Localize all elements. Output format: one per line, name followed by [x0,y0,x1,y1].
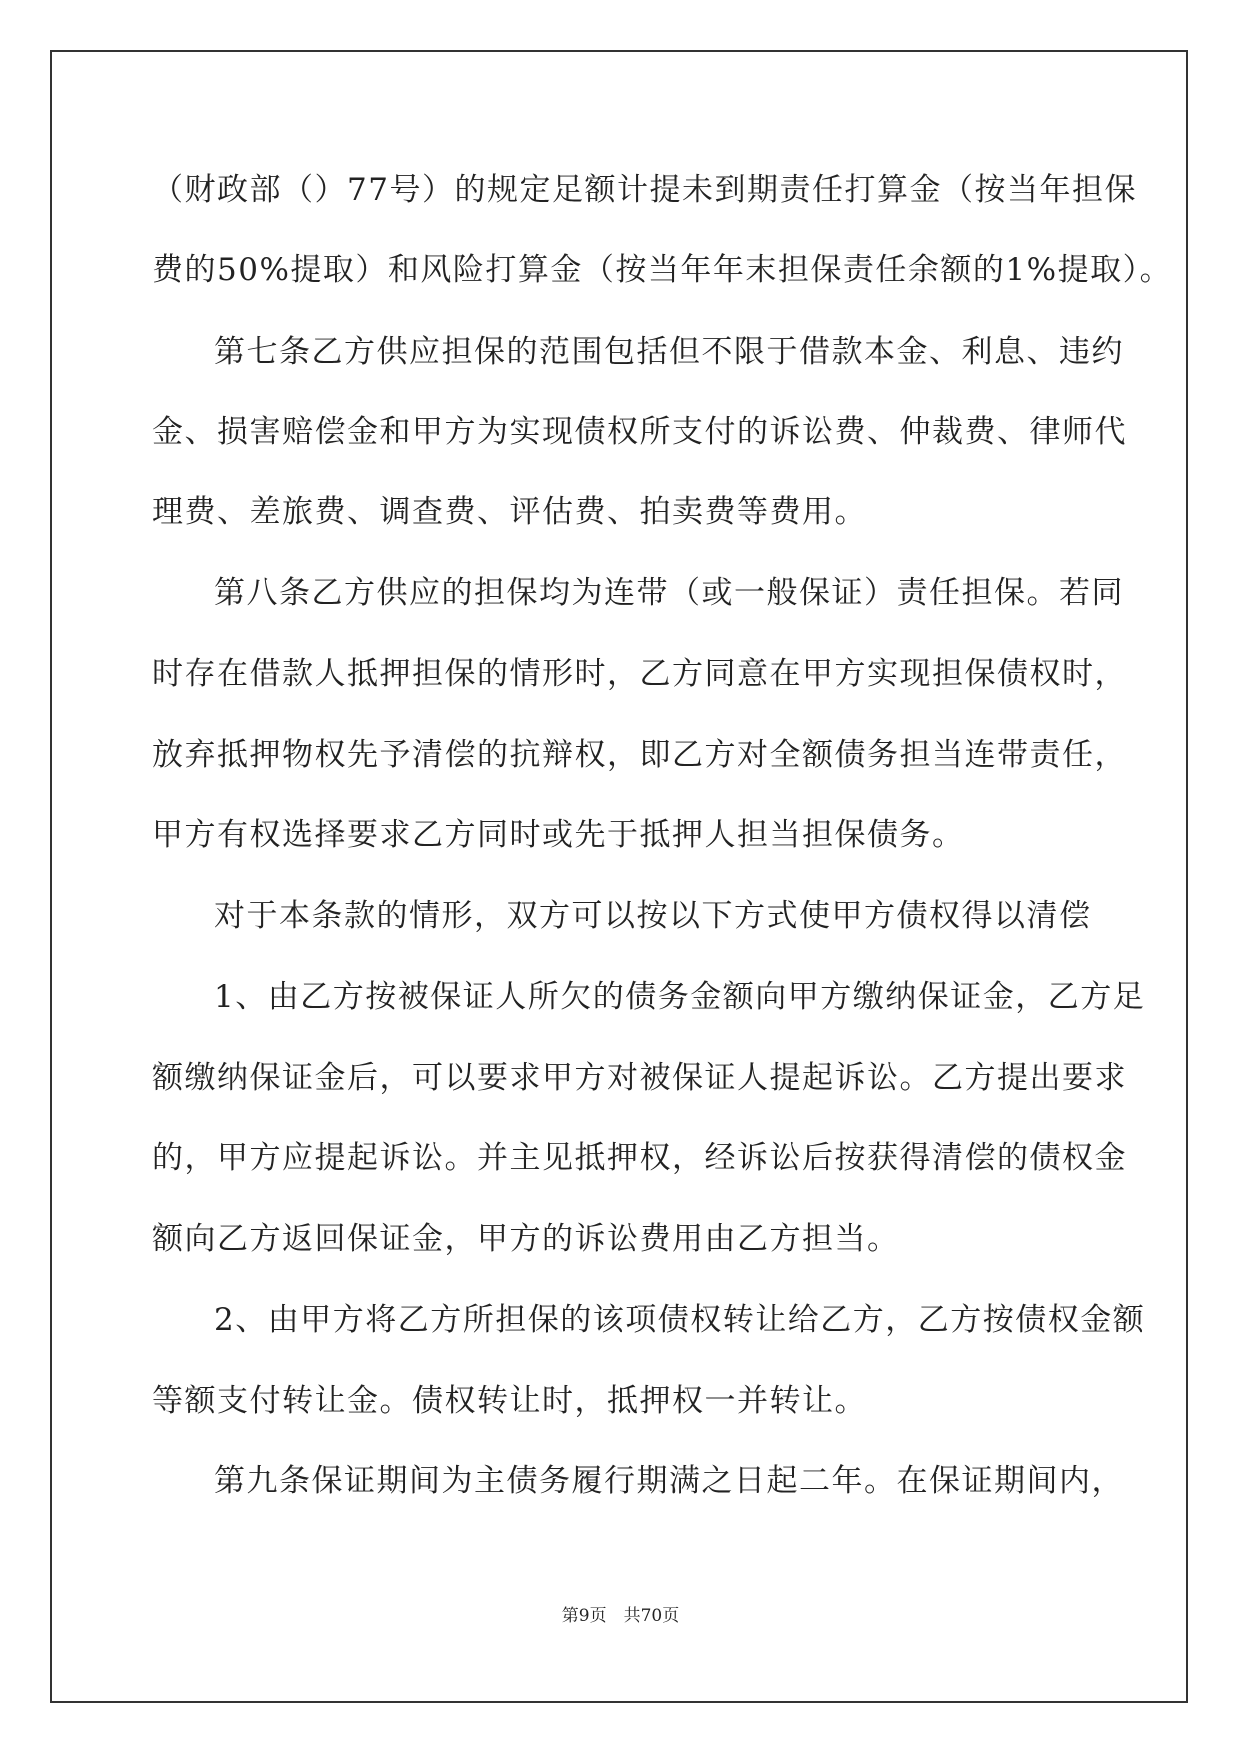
text-line: 甲方有权选择要求乙方同时或先于抵押人担当担保债务。 [152,817,965,853]
text-line: 金、损害赔偿金和甲方为实现债权所支付的诉讼费、仲裁费、律师代 [152,414,1127,450]
text-line: （财政部（）77号）的规定足额计提未到期责任打算金（按当年担保 [152,172,1137,208]
text-line: 的，甲方应提起诉讼。并主见抵押权，经诉讼后按获得清偿的债权金 [152,1140,1127,1176]
text-line: 费的50%提取）和风险打算金（按当年年末担保责任余额的1%提取）。 [152,252,1173,288]
paragraph-start-line: 2、由甲方将乙方所担保的该项债权转让给乙方，乙方按债权金额 [214,1302,1146,1338]
page-footer: 第9页 共70页 [561,1606,680,1626]
text-line: 等额支付转让金。债权转让时，抵押权一并转让。 [152,1383,867,1419]
paragraph-start-line: 第八条乙方供应的担保均为连带（或一般保证）责任担保。若同 [214,575,1124,611]
paragraph-start-line: 1、由乙方按被保证人所欠的债务金额向甲方缴纳保证金，乙方足 [214,979,1146,1015]
text-line: 额向乙方返回保证金，甲方的诉讼费用由乙方担当。 [152,1221,900,1257]
text-line: 放弃抵押物权先予清偿的抗辩权，即乙方对全额债务担当连带责任， [152,737,1127,773]
text-line: 额缴纳保证金后，可以要求甲方对被保证人提起诉讼。乙方提出要求 [152,1060,1127,1096]
text-line: 时存在借款人抵押担保的情形时，乙方同意在甲方实现担保债权时， [152,656,1127,692]
paragraph-start-line: 第九条保证期间为主债务履行期满之日起二年。在保证期间内， [214,1463,1124,1499]
text-line: 理费、差旅费、调查费、评估费、拍卖费等费用。 [152,494,867,530]
page-border [50,50,1188,1703]
paragraph-start-line: 对于本条款的情形，双方可以按以下方式使甲方债权得以清偿 [214,898,1092,934]
paragraph-start-line: 第七条乙方供应担保的范围包括但不限于借款本金、利息、违约 [214,334,1124,370]
